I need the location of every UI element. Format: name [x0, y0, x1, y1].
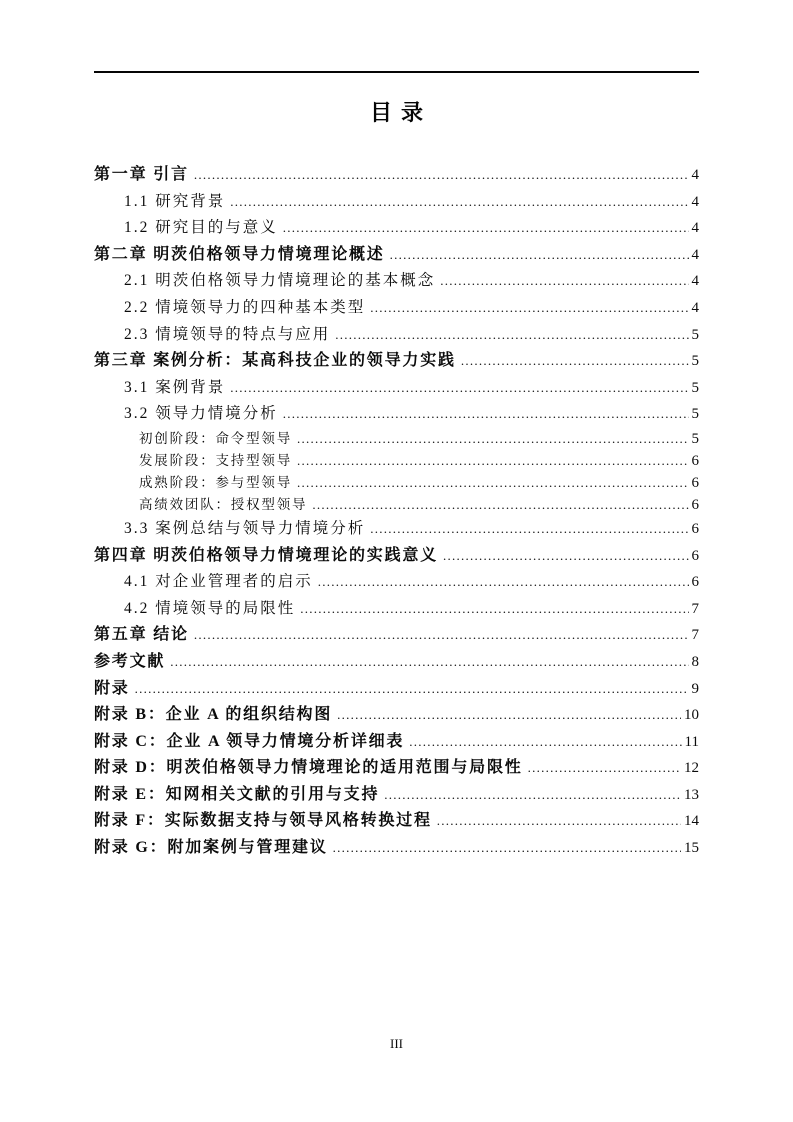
toc-entry-label: 附录 G：附加案例与管理建议 — [94, 839, 328, 857]
toc-entry-page-number: 15 — [684, 840, 699, 857]
dot-leader — [443, 543, 688, 570]
toc-entry-page-number: 11 — [684, 733, 699, 750]
toc-entry-label: 第一章 引言 — [94, 166, 189, 183]
toc-entry-page-number: 10 — [684, 707, 699, 724]
toc-entry-page-number: 5 — [691, 406, 699, 423]
toc-entry-label: 发展阶段：支持型领导 — [139, 452, 292, 468]
toc-entry[interactable] — [94, 808, 699, 835]
dot-leader — [335, 322, 688, 349]
toc-entry-label: 3.3 案例总结与领导力情境分析 — [124, 519, 366, 537]
toc-entry-page-number: 5 — [691, 326, 699, 343]
dot-leader — [194, 622, 689, 649]
toc-entry-label: 参考文献 — [94, 652, 166, 670]
dot-leader — [300, 596, 688, 623]
toc-entry-label: 附录 C：企业 A 领导力情境分析详细表 — [94, 732, 405, 750]
toc-entry-label: 附录 D：明茨伯格领导力情境理论的适用范围与局限性 — [94, 759, 523, 777]
toc-entry[interactable] — [94, 428, 699, 450]
dot-leader — [297, 472, 689, 494]
dot-leader — [409, 729, 681, 756]
dot-leader — [390, 242, 689, 269]
toc-entry-label: 附录 E：知网相关文献的引用与支持 — [94, 785, 380, 803]
toc-entry-label: 2.3 情境领导的特点与应用 — [124, 325, 331, 343]
toc-entry-page-number: 4 — [691, 220, 699, 237]
toc-entry-label: 3.2 领导力情境分析 — [124, 405, 278, 423]
toc-entry-label: 2.1 明茨伯格领导力情境理论的基本概念 — [124, 272, 436, 290]
dot-leader — [312, 494, 688, 516]
toc-entry[interactable] — [94, 189, 699, 216]
toc-entry-page-number: 4 — [691, 273, 699, 290]
dot-leader — [194, 162, 689, 189]
toc-entry[interactable] — [94, 755, 699, 782]
toc-entry-page-number: 4 — [691, 193, 699, 210]
toc-list — [94, 162, 699, 862]
dot-leader — [437, 808, 681, 835]
toc-entry-label: 4.1 对企业管理者的启示 — [124, 573, 313, 591]
toc-entry-page-number: 6 — [691, 452, 699, 469]
toc-entry[interactable] — [94, 450, 699, 472]
toc-entry-label: 第五章 结论 — [94, 626, 189, 644]
toc-entry-page-number: 7 — [691, 600, 699, 617]
toc-entry-label: 高绩效团队：授权型领导 — [139, 496, 308, 512]
dot-leader — [135, 676, 689, 703]
toc-entry[interactable] — [94, 835, 699, 862]
dot-leader — [170, 649, 688, 676]
dot-leader — [230, 189, 688, 216]
toc-entry[interactable] — [94, 516, 699, 543]
toc-entry-label: 附录 — [94, 679, 130, 697]
toc-entry-page-number: 7 — [691, 627, 699, 644]
dot-leader — [283, 215, 689, 242]
toc-entry[interactable] — [94, 702, 699, 729]
toc-entry-page-number: 6 — [691, 520, 699, 537]
header-rule — [94, 71, 699, 73]
toc-entry[interactable] — [94, 375, 699, 402]
toc-entry[interactable] — [94, 268, 699, 295]
toc-entry[interactable] — [94, 622, 699, 649]
toc-entry-page-number: 14 — [684, 813, 699, 830]
dot-leader — [333, 835, 681, 862]
toc-entry-page-number: 4 — [691, 246, 699, 263]
toc-entry[interactable] — [94, 543, 699, 570]
toc-entry-label: 附录 B：企业 A 的组织结构图 — [94, 706, 333, 724]
toc-entry-page-number: 6 — [691, 496, 699, 513]
toc-entry-label: 第四章 明茨伯格领导力情境理论的实践意义 — [94, 546, 439, 564]
toc-entry-page-number: 4 — [691, 299, 699, 316]
toc-entry-label: 3.1 案例背景 — [124, 378, 226, 396]
toc-entry-label: 成熟阶段：参与型领导 — [139, 474, 292, 490]
toc-entry-page-number: 5 — [691, 430, 699, 447]
dot-leader — [384, 782, 681, 809]
toc-entry-label: 附录 F：实际数据支持与领导风格转换过程 — [94, 812, 432, 830]
dot-leader — [230, 375, 688, 402]
toc-entry[interactable] — [94, 348, 699, 375]
toc-entry-label: 第二章 明茨伯格领导力情境理论概述 — [94, 245, 385, 263]
toc-entry[interactable] — [94, 596, 699, 623]
dot-leader — [440, 268, 688, 295]
toc-entry-label: 4.2 情境领导的局限性 — [124, 599, 296, 617]
toc-entry-page-number: 4 — [691, 167, 699, 183]
toc-entry[interactable] — [94, 649, 699, 676]
toc-entry-label: 1.1 研究背景 — [124, 192, 226, 210]
toc-entry-page-number: 13 — [684, 786, 699, 803]
toc-entry[interactable] — [94, 676, 699, 703]
dot-leader — [337, 702, 681, 729]
toc-entry-page-number: 12 — [684, 760, 699, 777]
toc-entry[interactable] — [94, 401, 699, 428]
dot-leader — [528, 755, 681, 782]
dot-leader — [297, 450, 689, 472]
toc-entry-page-number: 8 — [691, 653, 699, 670]
toc-entry-label: 第三章 案例分析：某高科技企业的领导力实践 — [94, 352, 456, 370]
toc-entry[interactable] — [94, 322, 699, 349]
toc-entry[interactable] — [94, 472, 699, 494]
toc-entry[interactable] — [94, 782, 699, 809]
page-title: 目录 — [369, 100, 432, 125]
toc-entry[interactable] — [94, 162, 699, 189]
toc-entry[interactable] — [94, 569, 699, 596]
toc-entry-page-number: 5 — [691, 353, 699, 370]
dot-leader — [283, 401, 689, 428]
toc-entry-page-number: 6 — [691, 547, 699, 564]
dot-leader — [370, 295, 688, 322]
dot-leader — [461, 348, 689, 375]
dot-leader — [370, 516, 688, 543]
dot-leader — [297, 428, 689, 450]
toc-entry-label: 1.2 研究目的与意义 — [124, 219, 278, 237]
toc-entry[interactable] — [94, 295, 699, 322]
toc-entry-page-number: 9 — [691, 680, 699, 697]
toc-entry[interactable] — [94, 494, 699, 516]
toc-entry-label: 初创阶段：命令型领导 — [139, 430, 292, 446]
toc-entry-label: 2.2 情境领导力的四种基本类型 — [124, 298, 366, 316]
toc-entry-page-number: 6 — [691, 474, 699, 491]
toc-entry-page-number: 6 — [691, 574, 699, 591]
toc-entry[interactable] — [94, 729, 699, 756]
footer-page-number: III — [390, 1036, 403, 1051]
toc-entry[interactable] — [94, 242, 699, 269]
dot-leader — [318, 569, 689, 596]
toc-entry-page-number: 5 — [691, 379, 699, 396]
toc-entry[interactable] — [94, 215, 699, 242]
